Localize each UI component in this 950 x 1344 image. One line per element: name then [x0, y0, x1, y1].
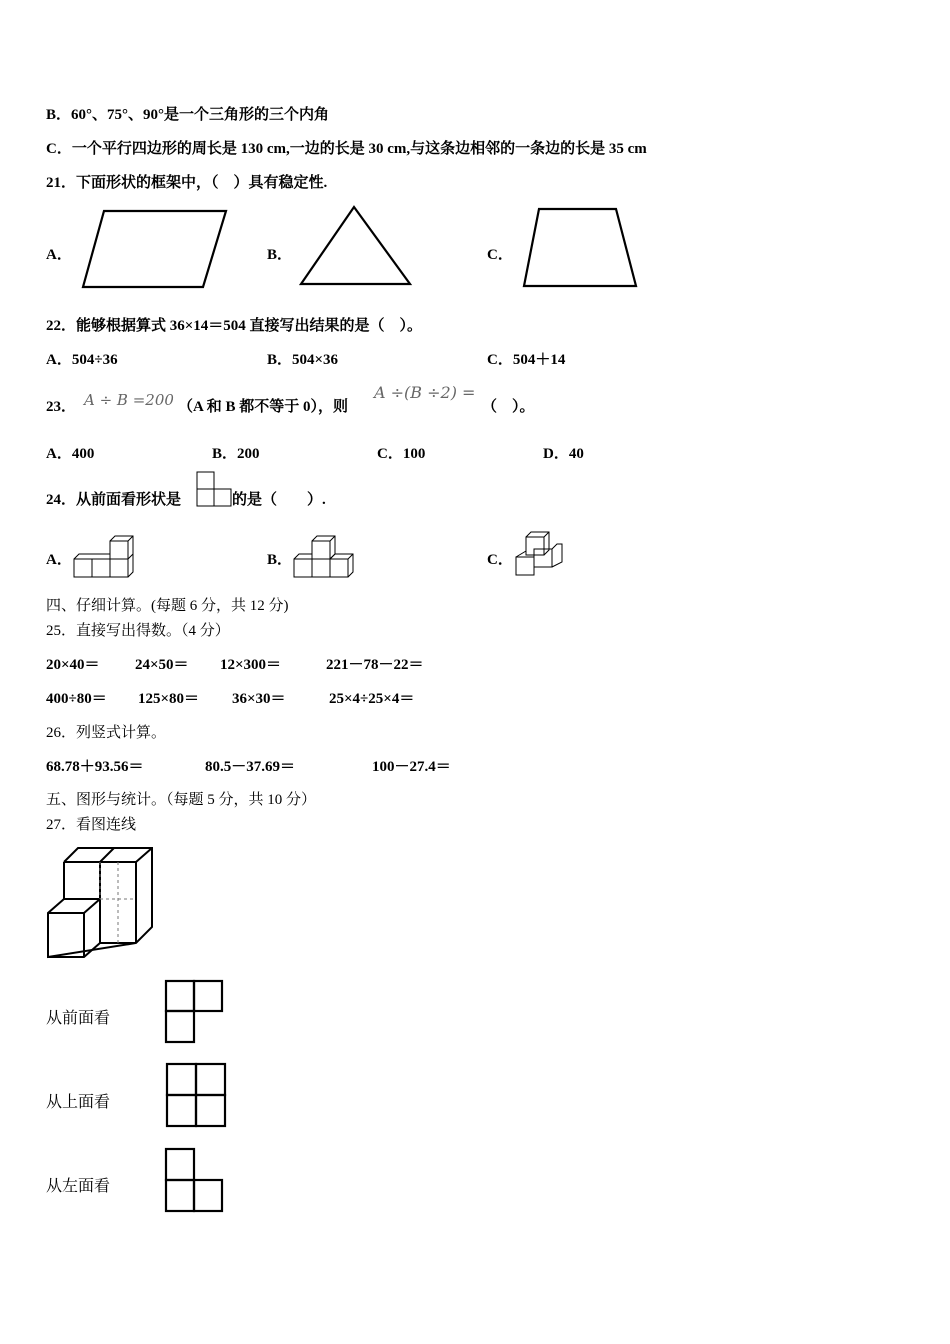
q23-option-c: C．100: [377, 446, 426, 462]
q23-option-b: B．200: [212, 446, 260, 462]
q27-title: 27．看图连线: [46, 817, 137, 833]
q26-title: 26．列竖式计算。: [46, 725, 167, 741]
cube-stack-c: [514, 529, 566, 579]
q25-r2-item-4: 25×4÷25×4＝: [329, 691, 415, 707]
q26-item-2: 80.5－37.69＝: [205, 759, 296, 775]
view-shape-top: [165, 1062, 229, 1130]
q23-formula-1: A ÷ B =200: [84, 391, 174, 409]
q20-option-c: C．一个平行四边形的周长是 130 cm,一边的长是 30 cm,与这条边相邻的一条边的长是 35 cm: [46, 141, 647, 157]
q23-option-a: A．400: [46, 446, 95, 462]
q26-item-1: 68.78＋93.56＝: [46, 759, 144, 775]
q20-option-b: B．60°、75°、90°是一个三角形的三个内角: [46, 107, 330, 123]
q22-question: 22．能够根据算式 36×14＝504 直接写出结果的是（ ）。: [46, 318, 423, 334]
q21-option-b-label: B．: [267, 247, 293, 263]
q22-option-b: B．504×36: [267, 352, 339, 368]
triangle-shape: [298, 204, 414, 288]
q21-option-a-label: A．: [46, 247, 72, 263]
q25-r1-item-1: 20×40＝: [46, 657, 100, 673]
q24-option-c-label: C．: [487, 552, 513, 568]
cube-stack-b: [292, 535, 354, 580]
view-shape-left: [164, 1147, 226, 1215]
q25-r1-item-3: 12×300＝: [220, 657, 282, 673]
q21-option-c-label: C．: [487, 247, 513, 263]
q26-item-3: 100－27.4＝: [372, 759, 451, 775]
section-5-heading: 五、图形与统计。（每题 5 分，共 10 分）: [46, 792, 317, 808]
q25-r2-item-2: 125×80＝: [138, 691, 200, 707]
view-label-top: 从上面看: [46, 1094, 111, 1111]
q23-option-d: D．40: [543, 446, 584, 462]
front-view-shape: [196, 471, 232, 507]
q24-option-a-label: A．: [46, 552, 72, 568]
view-label-left: 从左面看: [46, 1178, 111, 1195]
q22-option-a: A．504÷36: [46, 352, 118, 368]
q24-option-b-label: B．: [267, 552, 293, 568]
q23-number: 23．: [46, 399, 77, 415]
q25-title: 25．直接写出得数。（4 分）: [46, 623, 230, 639]
parallelogram-shape: [80, 208, 230, 290]
q23-blank: （ ）。: [482, 399, 535, 415]
q21-question: 21．下面形状的框架中，（ ）具有稳定性.: [46, 175, 328, 191]
q25-r2-item-1: 400÷80＝: [46, 691, 107, 707]
q24-question-start: 24．从前面看形状是: [46, 492, 182, 508]
q23-formula-2: A ÷(B ÷2) =: [374, 383, 476, 402]
section-4-heading: 四、仔细计算。(每题 6 分，共 12 分): [46, 598, 289, 614]
q22-option-c: C．504＋14: [487, 352, 566, 368]
q25-r2-item-3: 36×30＝: [232, 691, 286, 707]
q24-question-end: 的是（ ）.: [232, 492, 326, 508]
view-shape-front: [164, 979, 226, 1045]
q25-r1-item-4: 221－78－22＝: [326, 657, 424, 673]
q23-condition: （A 和 B 都不等于 0），则: [178, 399, 349, 415]
cube-stack-a: [72, 535, 134, 580]
trapezoid-shape: [521, 206, 641, 290]
solid-figure-3d: [44, 845, 158, 963]
view-label-front: 从前面看: [46, 1010, 111, 1027]
q25-r1-item-2: 24×50＝: [135, 657, 189, 673]
